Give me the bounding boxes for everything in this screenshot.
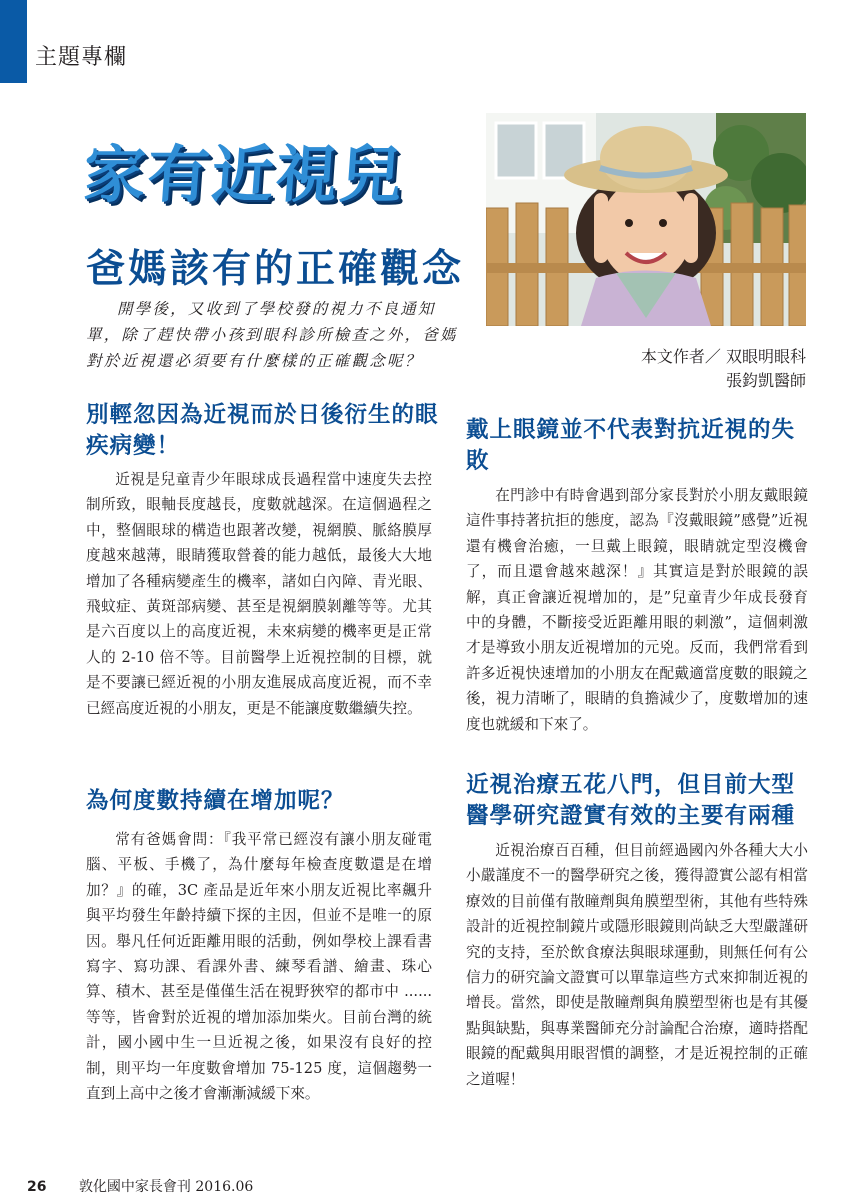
intro-paragraph xyxy=(86,296,466,374)
page-footer xyxy=(27,1176,253,1196)
publication-name: 敦化國中家長會刊 2016.06 xyxy=(78,1179,254,1195)
section-heading-glasses: 戴上眼鏡並不代表對抗近視的失敗 xyxy=(466,417,796,474)
section-body-text: 近視治療百百種，但目前經過國內外各種大大小小嚴謹度不一的醫學研究之後，獲得證實公認有相當療效的目前僅有散瞳劑與角膜塑型術，其他有些特殊設計的近視控制鏡片或隱形眼鏡則尚缺乏大型嚴謹研究的支持，至於飲食療法與眼球運動，則無任何有公信力的研究論文證實可以單靠這些方式來抑制近視的增長。當然，即使是散瞳劑與角膜塑型術也是有其優點與缺點，與專業醫師充分討論配合治療，適時搭配眼鏡的配戴與用眼習慣的調整，才是近視控制的正確之道喔！ xyxy=(466,842,808,1088)
section-color-bar xyxy=(0,0,27,83)
section-label: 主題專欄 xyxy=(35,45,128,70)
section-body-treatments xyxy=(466,838,808,1092)
author-line-doctor: 張鈞凱醫師 xyxy=(725,371,806,390)
child-with-hat-photo xyxy=(486,113,806,326)
section-heading-treatments: 近視治療五花八門，但目前大型醫學研究證實有效的主要有兩種 xyxy=(466,772,796,829)
photo-illustration xyxy=(486,113,806,326)
section-heading-complications: 別輕忽因為近視而於日後衍生的眼疾病變！ xyxy=(86,402,439,459)
section-body-text: 常有爸媽會問：『我平常已經沒有讓小朋友碰電腦、平板、手機了，為什麼每年檢查度數還是在增加？』的確，3C 產品是近年來小朋友近視比率飆升與平均發生年齡持續下探的主因，但並不是唯一的原因。舉凡任何近距離用眼的活動，例如學校上課看書寫字、寫功課、看課外書、練琴看譜、繪畫、珠心算、積木、甚至是僅僅生活在視野狹窄的都市中 ...... 等等，皆會對於近視的增加添加柴火。目前台灣的統計，國小國中生一旦近視之後，如果沒有良好的控制，則平均一年度數會增加 75-125 度，這個趨勢一直到上高中之後才會漸漸減緩下來。 xyxy=(86,831,432,1103)
article-title: 家有近視兒 xyxy=(81,138,407,211)
section-heading-increasing: 為何度數持續在增加呢？ xyxy=(86,788,345,814)
article-subtitle: 爸媽該有的正確觀念 xyxy=(86,246,465,292)
section-body-increasing xyxy=(86,827,432,1106)
section-body-text: 在門診中有時會遇到部分家長對於小朋友戴眼鏡這件事持著抗拒的態度，認為『沒戴眼鏡”感覺”近視還有機會治癒，一旦戴上眼鏡，眼睛就定型沒機會了，而且還會越來越深！』其實這是對於眼鏡的誤解，真正會讓近視增加的，是”兒童青少年成長發育中的身體，不斷接受近距離用眼的刺激”，這個刺激才是導致小朋友近視增加的元兇。反而，我們常看到許多近視快速增加的小朋友在配戴適當度數的眼鏡之後，視力清晰了，眼睛的負擔減少了，度數增加的速度也就緩和下來了。 xyxy=(466,487,808,733)
author-line-clinic: 本文作者／ 双眼明眼科 xyxy=(640,347,806,366)
section-body-text: 近視是兒童青少年眼球成長過程當中速度失去控制所致，眼軸長度越長，度數就越深。在這個過程之中，整個眼球的構造也跟著改變，視網膜、脈絡膜厚度越來越薄，眼睛獲取營養的能力越低，最後大大地增加了各種病變產生的機率，諸如白內障、青光眼、飛蚊症、黃斑部病變、甚至是視網膜剝離等等。尤其是六百度以上的高度近視，未來病變的機率更是正常人的 2-10 倍不等。目前醫學上近視控制的目標，就是不要讓已經近視的小朋友進展成高度近視，而不幸已經高度近視的小朋友，更是不能讓度數繼續失控。 xyxy=(86,471,432,717)
section-body-complications xyxy=(86,467,432,721)
intro-text: 開學後，又收到了學校發的視力不良通知單，除了趕快帶小孩到眼科診所檢查之外，爸媽對於近視還必須要有什麼樣的正確觀念呢？ xyxy=(86,300,458,370)
page-number: 26 xyxy=(27,1179,47,1195)
author-byline xyxy=(641,345,806,393)
section-body-glasses xyxy=(466,483,808,737)
